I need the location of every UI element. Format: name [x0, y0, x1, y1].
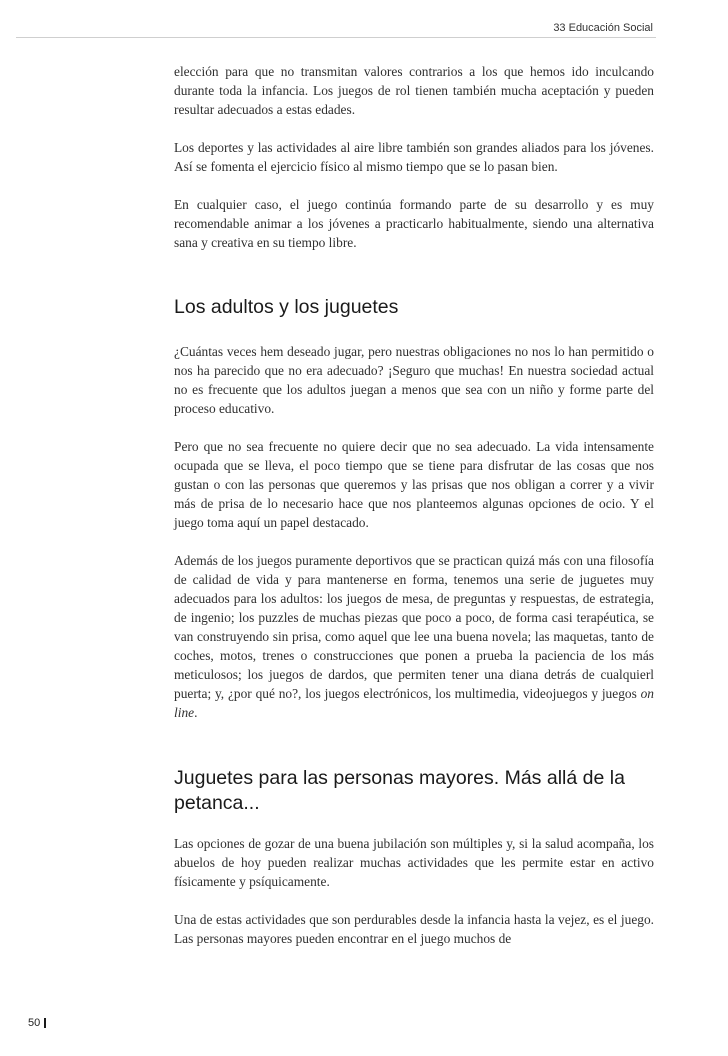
- page-number-bar: [44, 1018, 46, 1028]
- paragraph-3: En cualquier caso, el juego continúa formando parte de su desarrollo y es muy recomendable animar a los jóvenes a practicarlo habitualmente, siendo una alternativa sana y creativa en su tiempo libre.: [174, 197, 654, 250]
- paragraph-6: [174, 551, 654, 722]
- section-heading-adults: Los adultos y los juguetes: [174, 296, 399, 318]
- page-number: [28, 1017, 46, 1029]
- paragraph-2: Los deportes y las actividades al aire libre también son grandes aliados para los jóvenes. Así se fomenta el ejercicio físico al mismo tiempo que se lo pasan bien.: [174, 140, 654, 174]
- paragraph-4: ¿Cuántas veces hem deseado jugar, pero nuestras obligaciones no nos lo han permitido o nos ha parecido que no era adecuado? ¡Seguro que muchas! En nuestra sociedad actual no es frecuente que los adultos juegan a menos que sea con un niño y forme parte del proceso educativo.: [174, 344, 654, 416]
- paragraph-8: Una de estas actividades que son perdurables desde la infancia hasta la vejez, es el juego. Las personas mayores pueden encontrar en el juego muchos de: [174, 912, 654, 946]
- paragraph-6-italic: on line: [174, 686, 654, 720]
- paragraph-1: elección para que no transmitan valores contrarios a los que hemos ido inculcando durante toda la infancia. Los juegos de rol tienen también mucha aceptación y pueden resultar adecuados a estas edades.: [174, 64, 654, 117]
- section-heading-elderly: Juguetes para las personas mayores. Más allá de la petanca...: [174, 767, 625, 814]
- page-number-text: 50: [28, 1017, 41, 1029]
- running-header: 33 Educación Social: [553, 22, 653, 34]
- page-content: [174, 62, 654, 948]
- paragraph-6-text: Además de los juegos puramente deportivos que se practican quizá más con una filosofía de calidad de vida y para mantenerse en forma, tenemos una serie de juguetes muy adecuados para los adultos: los juegos de mesa, de preguntas y respuestas, de estrategia, de ingenio; los puzzles de muchas piezas que poco a poco, de forma casi terapéutica, se van construyendo sin prisa, como aquel que lee una buena novela; las maquetas, tanto de coches, motos, trenes o construcciones que ponen a prueba la paciencia de los más meticulosos; los juegos de dardos, que permiten tener una diana detrás de cualquierl puerta; y, ¿por qué no?, los juegos electrónicos, los multimedia, videojuegos y juegos: [174, 553, 654, 701]
- paragraph-6-end: .: [194, 705, 198, 720]
- paragraph-5: Pero que no sea frecuente no quiere decir que no sea adecuado. La vida intensamente ocupada que se lleva, el poco tiempo que se tiene para disfrutar de las cosas que nos gustan o con las personas que queremos y las prisas que nos obligan a correr y a vivir más de prisa de lo necesario hace que nos planteemos algunas opciones de ocio. Y el juego toma aquí un papel destacado.: [174, 439, 654, 530]
- header-divider: [16, 37, 656, 38]
- paragraph-7: Las opciones de gozar de una buena jubilación son múltiples y, si la salud acompaña, los abuelos de hoy pueden realizar muchas actividades que les permite estar en activo físicamente y psíquicamente.: [174, 836, 654, 889]
